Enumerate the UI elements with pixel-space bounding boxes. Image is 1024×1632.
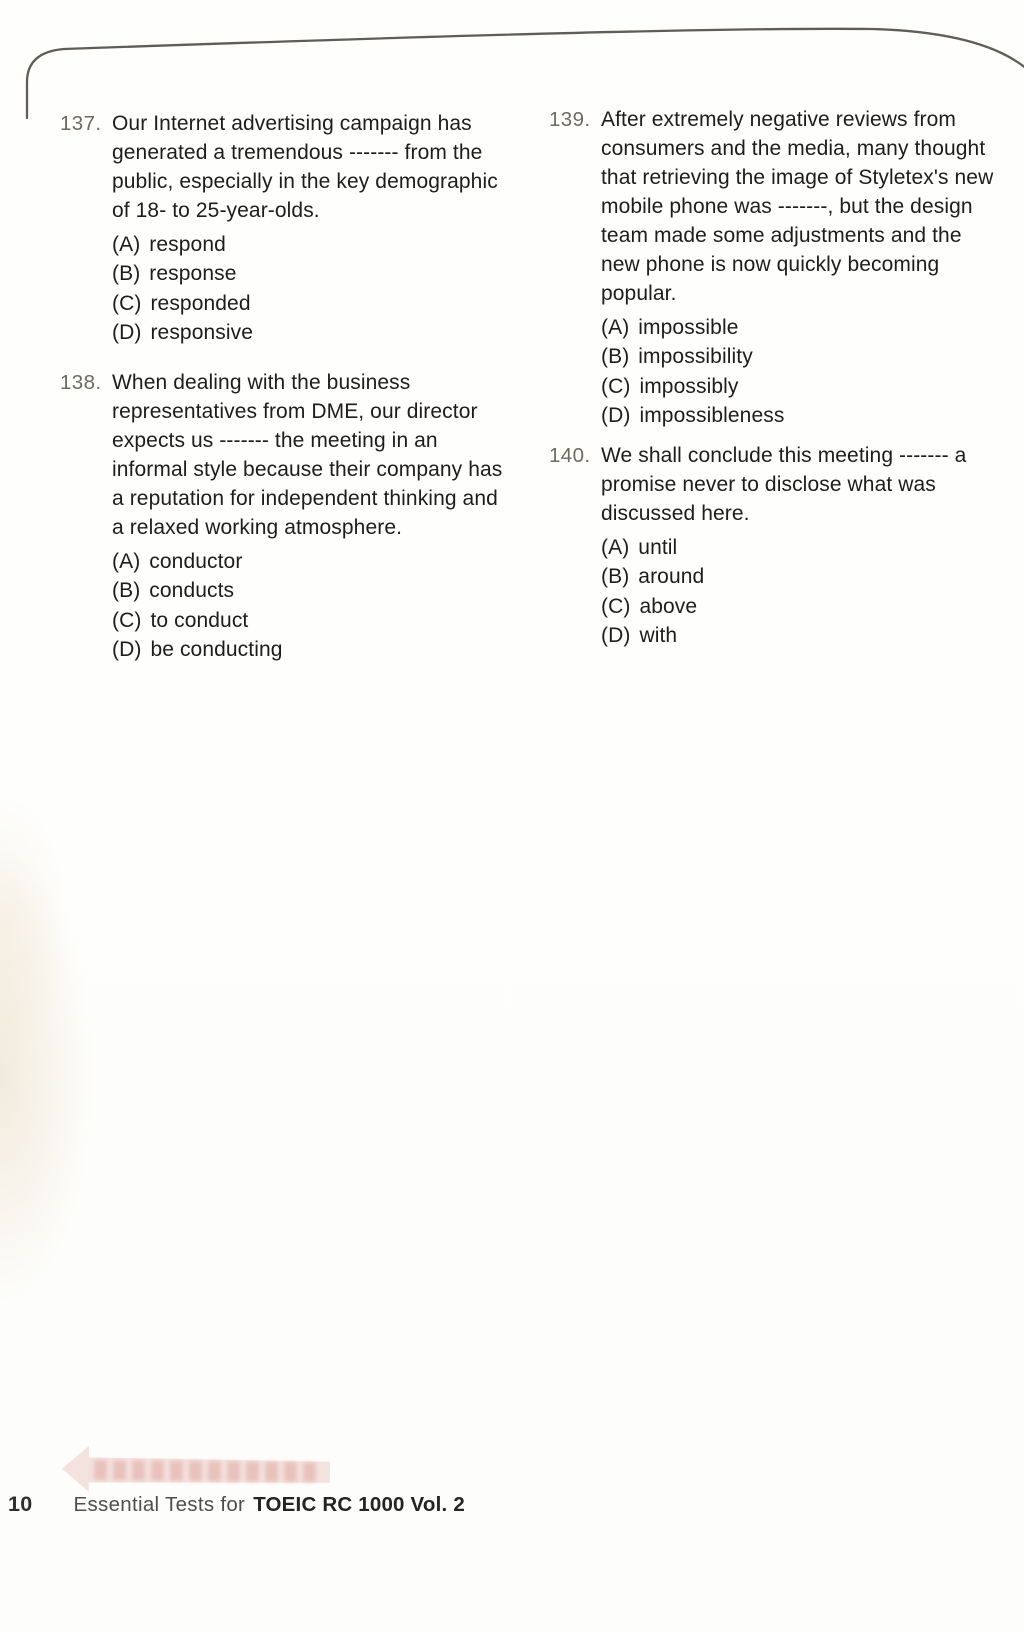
question-number: 137. [60, 112, 102, 135]
question-number: 140. [549, 444, 591, 467]
option-label: (C) [112, 608, 142, 632]
option-text: responsive [150, 321, 254, 345]
question-138 [60, 368, 502, 665]
question-text-line: discussed here. [601, 502, 750, 525]
question-text [601, 441, 966, 528]
question-body [112, 109, 498, 348]
option-label: (D) [112, 321, 142, 345]
option-text: be conducting [150, 638, 283, 662]
question-text-line: mobile phone was -------, but the design [601, 195, 973, 218]
question-text-line: When dealing with the business [112, 371, 411, 394]
faded-stamp-left-arrow [62, 1445, 330, 1496]
question-text-line: representatives from DME, our director [112, 400, 478, 423]
option-text: response [149, 262, 237, 286]
answer-option [112, 635, 502, 664]
option-label: (D) [601, 624, 631, 648]
answer-option [112, 606, 502, 635]
question-text-line: popular. [601, 282, 677, 305]
option-label: (C) [601, 594, 631, 618]
question-body [601, 441, 966, 651]
answer-option [112, 289, 498, 318]
option-label: (B) [112, 262, 141, 286]
option-label: (B) [112, 579, 141, 603]
question-text-line: informal style because their company has [112, 458, 503, 481]
option-text: impossibility [638, 345, 753, 369]
footer-book-title: TOEIC RC 1000 Vol. 2 [253, 1493, 465, 1516]
illegible-stamp-text [94, 1460, 322, 1482]
option-text: to conduct [150, 608, 249, 632]
answer-option [601, 621, 966, 650]
question-number: 138. [60, 371, 102, 394]
option-label: (A) [601, 316, 630, 339]
question-text-line: of 18- to 25-year-olds. [112, 199, 320, 222]
question-text [112, 109, 498, 225]
question-text-line: expects us ------- the meeting in an [112, 429, 438, 452]
page-number: 10 [8, 1492, 33, 1516]
question-text-line: After extremely negative reviews from [601, 108, 956, 131]
question-text [601, 105, 993, 308]
option-text: impossibly [639, 374, 739, 398]
option-label: (C) [601, 374, 631, 398]
question-text-line: consumers and the media, many thought [601, 137, 986, 160]
question-140 [549, 441, 966, 651]
option-text: until [638, 536, 678, 559]
answer-option [112, 259, 498, 288]
option-label: (A) [112, 233, 141, 256]
option-text: conducts [149, 579, 235, 603]
option-label: (D) [112, 638, 142, 662]
question-body [112, 368, 502, 665]
option-text: with [639, 624, 678, 648]
question-text-line: promise never to disclose what was [601, 473, 936, 496]
option-text: around [638, 565, 705, 589]
option-label: (A) [112, 550, 141, 573]
question-text [112, 368, 502, 542]
question-text-line: a relaxed working atmosphere. [112, 516, 403, 539]
answer-option [601, 533, 966, 562]
answer-options [112, 547, 502, 665]
question-139 [549, 105, 993, 431]
answer-option [112, 318, 498, 347]
question-137 [60, 109, 498, 348]
page-footer [8, 1492, 465, 1517]
option-text: responded [150, 291, 251, 315]
answer-option [601, 372, 993, 401]
answer-options [601, 533, 966, 651]
option-label: (B) [601, 345, 630, 369]
question-text-line: generated a tremendous ------- from the [112, 141, 483, 164]
option-text: respond [149, 233, 226, 256]
option-text: conductor [149, 550, 243, 573]
option-label: (D) [601, 404, 631, 428]
answer-option [112, 230, 498, 259]
option-text: above [639, 594, 698, 618]
question-body [601, 105, 993, 431]
answer-option [112, 576, 502, 605]
question-number: 139. [549, 108, 591, 131]
question-text-line: We shall conclude this meeting ------- a [601, 444, 967, 467]
question-text-line: team made some adjustments and the [601, 224, 962, 247]
option-text: impossibleness [639, 404, 785, 428]
question-text-line: public, especially in the key demographic [112, 170, 498, 193]
option-label: (B) [601, 565, 630, 589]
question-text-line: new phone is now quickly becoming [601, 253, 940, 276]
answer-option [601, 342, 993, 371]
option-label: (C) [112, 291, 142, 315]
question-text-line: that retrieving the image of Styletex's new [601, 166, 994, 189]
question-text-line: Our Internet advertising campaign has [112, 112, 472, 135]
answer-option [601, 401, 993, 430]
answer-option [601, 592, 966, 621]
answer-options [601, 313, 993, 431]
answer-option [601, 562, 966, 591]
answer-options [112, 230, 498, 348]
option-label: (A) [601, 536, 630, 559]
question-text-line: a reputation for independent thinking and [112, 487, 498, 510]
answer-option [601, 313, 993, 342]
footer-series-title: Essential Tests for [73, 1493, 246, 1516]
option-text: impossible [638, 316, 739, 339]
answer-option [112, 547, 502, 576]
